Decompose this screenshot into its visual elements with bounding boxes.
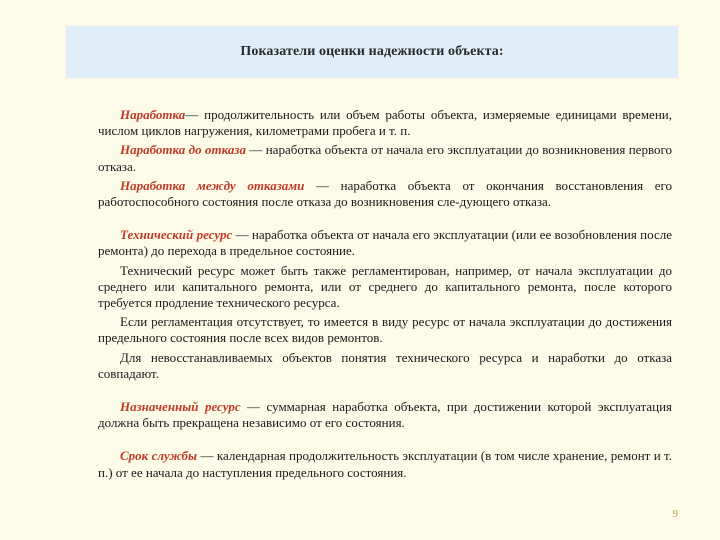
- definition-paragraph: [98, 227, 672, 259]
- definition-paragraph: [98, 448, 672, 480]
- term: Срок службы: [120, 448, 198, 464]
- term: Назначенный ресурс: [120, 399, 241, 415]
- term: Наработка до отказа: [120, 142, 246, 158]
- slide-title: Показатели оценки надежности объекта:: [240, 44, 504, 59]
- definition-text: — наработка объекта от начала его эксплуатации (или ее возобновления после ремонта) до перехода в предельное состояние.: [98, 227, 672, 259]
- definition-text: — календарная продолжительность эксплуатации (в том числе хранение, ремонт и т. п.) от ее начала до наступления предельного состояния.: [98, 448, 672, 480]
- definition-paragraph: [98, 107, 672, 139]
- definition-text: — продолжительность или объем работы объекта, измеряемые единицами времени, числом циклов нагружения, километрами пробега и т. п.: [98, 107, 672, 139]
- title-band: [66, 26, 678, 78]
- term: Технический ресурс: [120, 227, 233, 243]
- body-paragraph: [98, 314, 672, 346]
- term: Наработка: [120, 107, 186, 122]
- body-text: Если регламентация отсутствует, то имеется в виду ресурс от начала эксплуатации до достижения предельного состояния после всех видов ремонтов.: [98, 314, 672, 346]
- body-paragraph: [98, 350, 672, 382]
- definition-paragraph: [98, 399, 672, 431]
- body-paragraph: [98, 263, 672, 312]
- content-body: [98, 107, 672, 481]
- page-number: 9: [672, 508, 678, 520]
- definition-paragraph: [98, 142, 672, 174]
- definition-text: — наработка объекта от окончания восстановления его работоспособного состояния после отказа до возникновения сле-дующего отказа.: [98, 177, 673, 210]
- definition-text: — наработка объекта от начала его эксплуатации до возникновения первого отказа.: [98, 142, 673, 174]
- definition-paragraph: [98, 178, 672, 210]
- body-text: Для невосстанавливаемых объектов понятия технического ресурса и наработки до отказа совпадают.: [98, 349, 672, 381]
- body-text: Технический ресурс может быть также регламентирован, например, от начала эксплуатации до среднего или капитального ремонта, или от среднего до капитального ремонта, после которого требуется продление технического ресурса.: [98, 262, 672, 311]
- definition-text: — суммарная наработка объекта, при достижении которой эксплуатация должна быть прекращена независимо от его состояния.: [98, 399, 673, 431]
- term: Наработка между отказами: [120, 177, 305, 193]
